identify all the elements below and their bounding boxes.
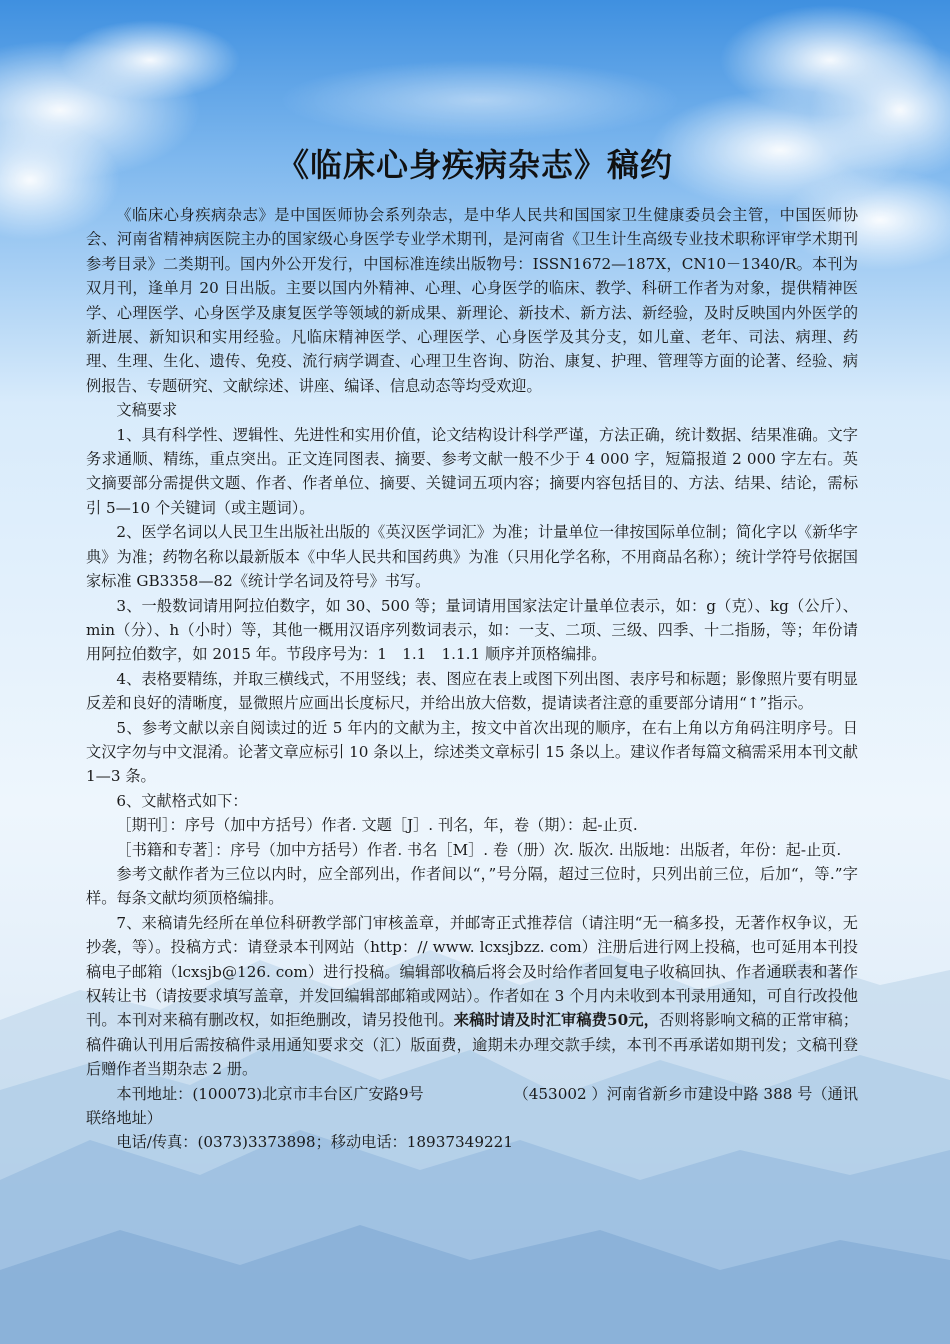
intro-paragraph: 《临床心身疾病杂志》是中国医师协会系列杂志，是中华人民共和国国家卫生健康委员会主管，中国医师协会、河南省精神病医院主办的国家级心身医学专业学术期刊，是河南省《卫生计生高级专业技术职称评审学术期刊参考目录》二类期刊。国内外公开发行，中国标准连续出版物号：ISSN1672—187X，CN10－1340/R。本刊为双月刊，逢单月 20 日出版。主要以国内外精神、心理、心身医学的临床、教学、科研工作者为对象，提供精神医学、心理医学、心身医学及康复医学等领域的新成果、新理论、新技术、新方法、新经验，及时反映国内外医学的新进展、新知识和实用经验。凡临床精神医学、心理医学、心身医学及其分支，如儿童、老年、司法、病理、药理、生理、生化、遗传、免疫、流行病学调查、心理卫生咨询、防治、康复、护理、管理等方面的论著、经验、病例报告、专题研究、文献综述、讲座、编译、信息动态等均受欢迎。 (86, 206, 858, 395)
requirement-1: 1、具有科学性、逻辑性、先进性和实用价值，论文结构设计科学严谨，方法正确，统计数据、结果准确。文字务求通顺、精练，重点突出。正文连同图表、摘要、参考文献一般不少于 4 000 字，短篇报道 2 000 字左右。英文摘要部分需提供文题、作者、作者单位、摘要、关键词五项内容；摘要内容包括目的、方法、结果、结论，需标引 5—10 个关键词（或主题词）。 (86, 425, 858, 517)
requirement-2: 2、医学名词以人民卫生出版社出版的《英汉医学词汇》为准；计量单位一律按国际单位制；简化字以《新华字典》为准；药物名称以最新版本《中华人民共和国药典》为准（只用化学名称，不用商品名称）；统计学符号依据国家标准 GB3358—82《统计学名词及符号》书写。 (86, 523, 858, 591)
reference-format-journal: ［期刊］：序号（加中方括号）作者. 文题［J］. 刊名，年，卷（期）：起-止页. (116, 816, 638, 835)
review-fee-notice: 来稿时请及时汇审稿费50元， (453, 1011, 659, 1030)
requirement-7-main: 7、来稿请先经所在单位科研教学部门审核盖章，并邮寄正式推荐信（请注明“无一稿多投，无著作权争议，无抄袭，等）。投稿方式：请登录本刊网站（http：// www. lcxsjbzz. com）注册后进行网上投稿，也可延用本刊投稿电子邮箱（lcxsjb@126. com）进行投稿。编辑部收稿后将会及时给作者回复电子收稿回执、作者通联表和著作权转让书（请按要求填写盖章，并发回编辑部邮箱或网站）。作者如在 3 个月内未收到本刊录用通知，可自行改投他刊。本刊对来稿有删改权，如拒绝删改，请另投他刊。 (86, 913, 858, 1030)
address-continuation: 联络地址） (86, 1109, 162, 1128)
requirement-3: 3、一般数词请用阿拉伯数字，如 30、500 等；量词请用国家法定计量单位表示，如：g（克）、kg（公斤）、min（分）、h（小时）等，其他一概用汉语序列数词表示，如：一支、二项、三级、四季、十二指肠，等；年份请用阿拉伯数字，如 2015 年。节段序号为：1 1.1 1.1.1 顺序并顶格编排。 (86, 596, 858, 664)
address-row (86, 1082, 858, 1106)
reference-format-book: ［书籍和专著］：序号（加中方括号）作者. 书名［M］. 卷（册）次. 版次. 出版地：出版者，年份：起-止页. (116, 840, 842, 859)
address-beijing: 本刊地址：(100073)北京市丰台区广安路9号 (116, 1084, 424, 1103)
reference-author-note: 参考文献作者为三位以内时，应全部列出，作者间以“，”号分隔，超过三位时，只列出前三位，后加“，等.”字样。每条文献均须顶格编排。 (86, 864, 858, 908)
requirements-heading: 文稿要求 (116, 401, 178, 420)
requirement-7-tail: 否则将影响文稿的正常审稿；稿件确认刊用后需按稿件录用通知要求交（汇）版面费，逾期未办理交款手续，本刊不再承诺如期刊发；文稿刊登后赠作者当期杂志 2 册。 (86, 1011, 859, 1079)
requirement-7 (86, 911, 858, 1082)
page-title: 《临床心身疾病杂志》稿约 (276, 146, 673, 184)
contact-phone: 电话/传真：(0373)3373898；移动电话：18937349221 (116, 1133, 514, 1152)
address-xinxiang: （453002 ）河南省新乡市建设中路 388 号（通讯 (513, 1084, 858, 1103)
requirement-4: 4、表格要精练，并取三横线式，不用竖线；表、图应在表上或图下列出图、表序号和标题；影像照片要有明显反差和良好的清晰度，显微照片应画出长度标尺，并给出放大倍数，提请读者注意的重要部分请用“↑”指示。 (86, 669, 858, 713)
requirement-6-heading: 6、文献格式如下： (116, 791, 248, 810)
document-body (86, 203, 858, 1155)
requirement-5: 5、参考文献以亲自阅读过的近 5 年内的文献为主，按文中首次出现的顺序，在右上角以方角码注明序号。日文汉字勿与中文混淆。论著文章应标引 10 条以上，综述类文章标引 15 条以上。建议作者每篇文稿需采用本刊文献 1—3 条。 (86, 718, 858, 786)
